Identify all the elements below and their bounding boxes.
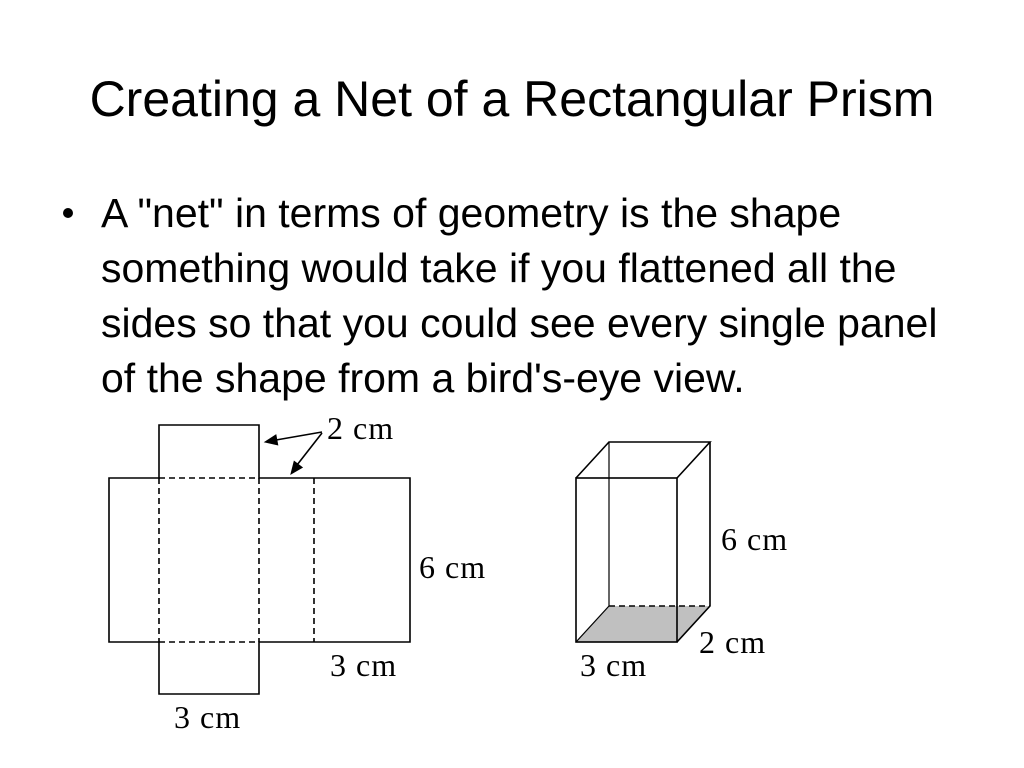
slide-title: Creating a Net of a Rectangular Prism: [89, 71, 935, 127]
net-flap-height-label: 2 cm: [327, 410, 395, 446]
prism-width-label: 3 cm: [580, 647, 648, 683]
net-diagram: [109, 410, 486, 735]
bullet-line: A "net" in terms of geometry is the shape: [101, 190, 842, 236]
prism-3d-diagram: [576, 442, 788, 683]
net-flap-width-label: 3 cm: [174, 699, 242, 735]
bullet-line: of the shape from a bird's-eye view.: [101, 355, 745, 401]
net-side-width-label: 3 cm: [330, 647, 398, 683]
prism-top-face: [576, 442, 710, 478]
arrow-head-icon: [291, 461, 302, 474]
panel-arrow: [291, 433, 322, 474]
net-height-label: 6 cm: [419, 549, 487, 585]
prism-depth-label: 2 cm: [699, 624, 767, 660]
arrow-shaft: [297, 433, 322, 465]
arrow-shaft: [276, 432, 322, 440]
prism-bottom-face: [576, 606, 710, 642]
bullet-line: something would take if you flattened all the: [101, 245, 897, 291]
bullet-line: sides so that you could see every single panel: [101, 300, 938, 346]
prism-height-label: 6 cm: [721, 521, 789, 557]
arrow-head-icon: [265, 435, 278, 445]
